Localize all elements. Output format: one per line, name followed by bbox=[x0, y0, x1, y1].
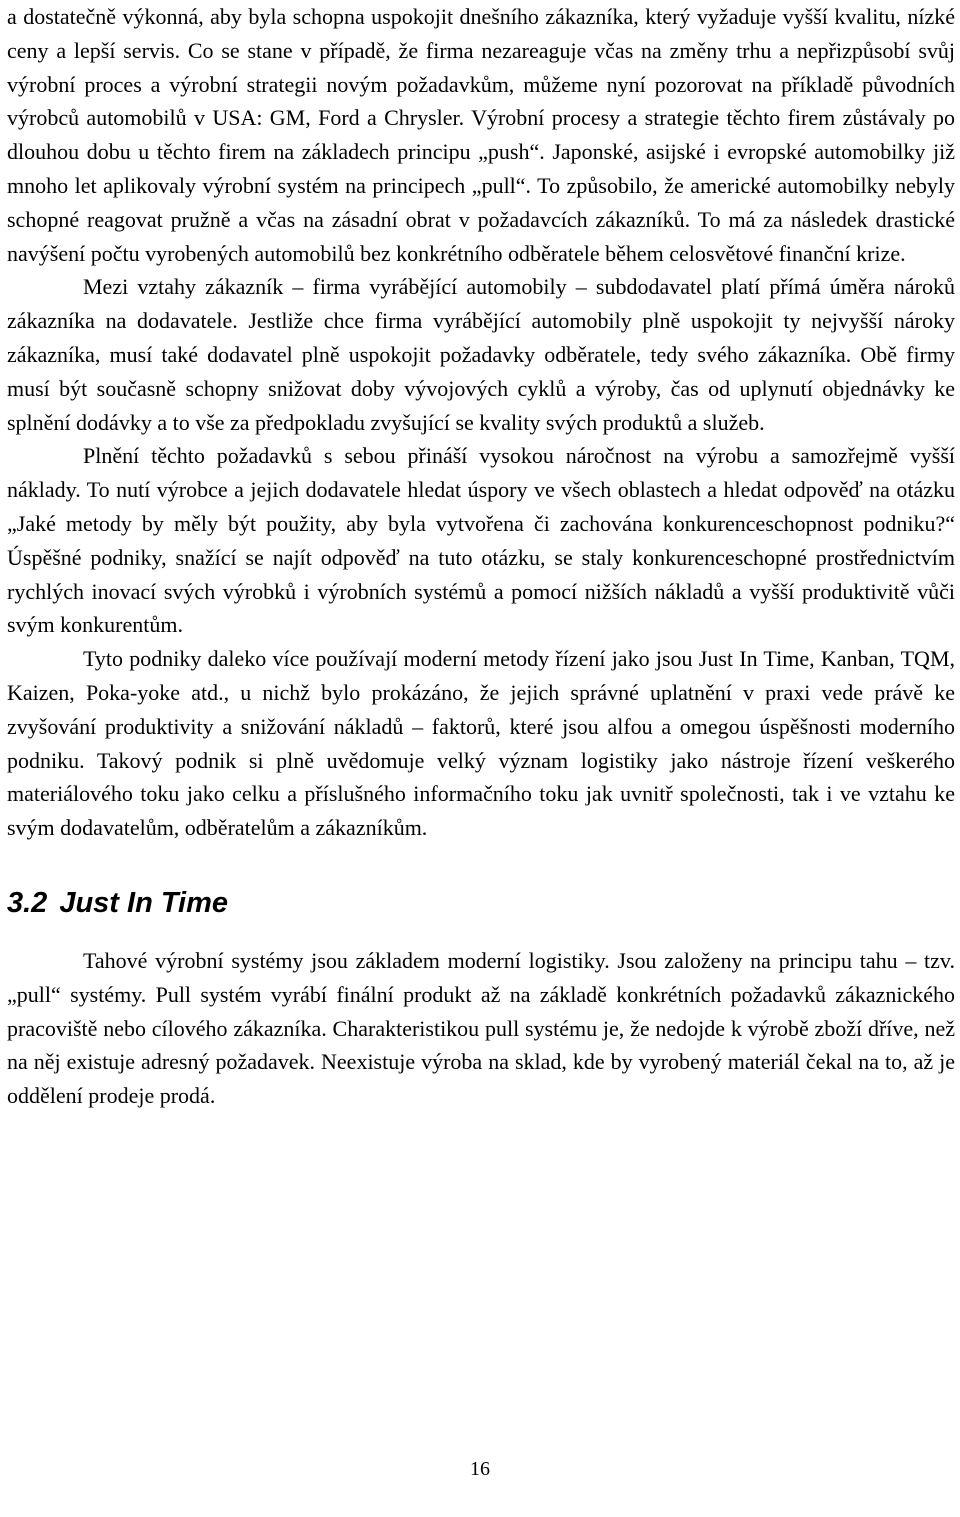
paragraph-3: Plnění těchto požadavků s sebou přináší vysokou náročnost na výrobu a samozřejmě vyšší náklady. To nutí výrobce a jejich dodavatele hledat úspory ve všech oblastech a hledat odpověď na otázku „Jaké metody by měly být použity, aby byla vytvořena či zachována konkurenceschopnost podniku?“ Úspěšné podniky, snažící se najít odpověď na tuto otázku, se staly konkurenceschopné prostřednictvím rychlých inovací svých výrobků i výrobních systémů a pomocí nižších nákladů a vyšší produktivitě vůči svým konkurentům. bbox=[7, 443, 955, 638]
section-number: 3.2 bbox=[7, 886, 48, 919]
paragraph-4: Tyto podniky daleko více používají moderní metody řízení jako jsou Just In Time, Kanban, TQM, Kaizen, Poka-yoke atd., u nichž bylo prokázáno, že jejich správné uplatnění v praxi vede právě ke zvyšování produktivity a snižování nákladů – faktorů, které jsou alfou a omegou úspěšnosti moderního podniku. Takový podnik si plně uvědomuje velký význam logistiky jako nástroje řízení veškerého materiálového toku jako celku a příslušného informačního toku jak uvnitř společnosti, tak i ve vztahu ke svým dodavatelům, odběratelům a zákazníkům. bbox=[7, 646, 955, 841]
paragraph-1: a dostatečně výkonná, aby byla schopna uspokojit dnešního zákazníka, který vyžaduje vyšší kvalitu, nízké ceny a lepší servis. Co se stane v případě, že firma nezareaguje včas na změny trhu a nepřizpůsobí svůj výrobní proces a výrobní strategii novým požadavkům, můžeme nyní pozorovat na příkladě původních výrobců automobilů v USA: GM, Ford a Chrysler. Výrobní procesy a strategie těchto firem zůstávaly po dlouhou dobu u těchto firem na základech principu „push“. Japonské, asijské i evropské automobilky již mnoho let aplikovaly výrobní systém na principech „pull“. To způsobilo, že americké automobilky nebyly schopné reagovat pružně a včas na zásadní obrat v požadavcích zákazníků. To má za následek drastické navýšení počtu vyrobených automobilů bez konkrétního odběratele během celosvětové finanční krize. bbox=[7, 4, 955, 266]
section-title: Just In Time bbox=[59, 886, 229, 919]
paragraph-2: Mezi vztahy zákazník – firma vyrábějící automobily – subdodavatel platí přímá úměra nároků zákazníka na dodavatele. Jestliže chce firma vyrábějící automobily plně uspokojit ty nejvyšší nároky zákazníka, musí také dodavatel plně uspokojit požadavky odběratele, tedy svého zákazníka. Obě firmy musí být současně schopny snižovat doby vývojových cyklů a výroby, čas od uplynutí objednávky ke splnění dodávky a to vše za předpokladu zvyšující se kvality svých produktů a služeb. bbox=[7, 274, 955, 435]
document-page bbox=[7, 0, 955, 1113]
page-number: 16 bbox=[470, 1458, 490, 1480]
section-paragraph-1: Tahové výrobní systémy jsou základem moderní logistiky. Jsou založeny na principu tahu – tzv. „pull“ systémy. Pull systém vyrábí finální produkt až na základě konkrétních požadavků zákaznického pracoviště nebo cílového zákazníka. Charakteristikou pull systému je, že nedojde k výrobě zboží dříve, než na něj existuje adresný požadavek. Neexistuje výroba na sklad, kde by vyrobený materiál čekal na to, až je oddělení prodeje prodá. bbox=[7, 947, 955, 1109]
section-heading bbox=[7, 885, 955, 921]
